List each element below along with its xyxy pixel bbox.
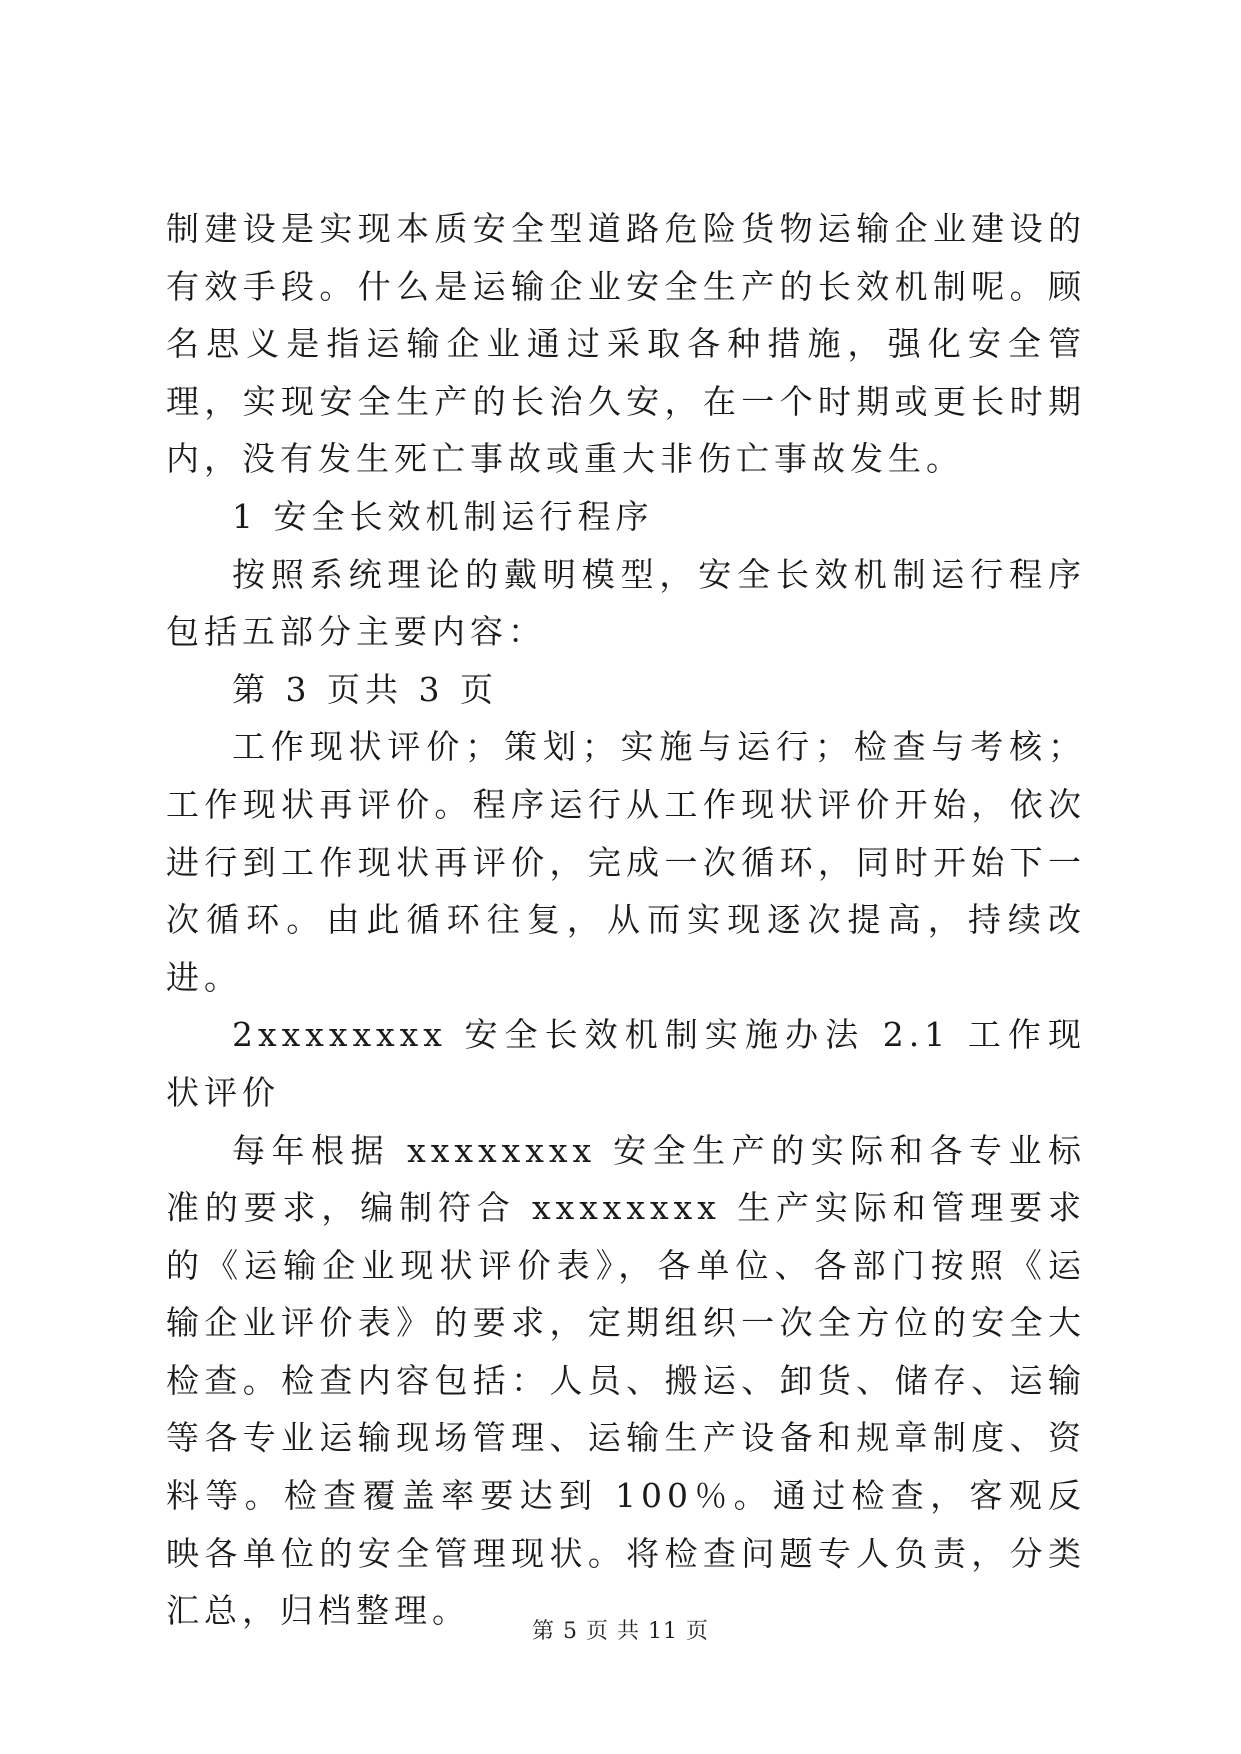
document-body [166,200,1086,1640]
page-footer: 第 5 页 共 11 页 [532,1619,709,1644]
paragraph-program-steps: 工作现状评价；策划；实施与运行；检查与考核；工作现状再评价。程序运行从工作现状评价开始，依次进行到工作现状再评价，完成一次循环，同时开始下一次循环。由此循环往复，从而实现逐次提高，持续改进。 [166,727,1086,997]
paragraph-continuation: 制建设是实现本质安全型道路危险货物运输企业建设的有效手段。什么是运输企业安全生产的长效机制呢。顾名思义是指运输企业通过采取各种措施，强化安全管理，实现安全生产的长治久安，在一个时期或更长时期内，没有发生死亡事故或重大非伤亡事故发生。 [166,209,1086,479]
embedded-page-note: 第 3 页共 3 页 [232,669,498,709]
section-heading-1: 1 安全长效机制运行程序 [232,496,654,536]
paragraph-deming-model: 按照系统理论的戴明模型，安全长效机制运行程序包括五部分主要内容： [166,554,1086,652]
paragraph-status-evaluation: 每年根据 xxxxxxxx 安全生产的实际和各专业标准的要求，编制符合 xxxxxxxx 生产实际和管理要求的《运输企业现状评价表》，各单位、各部门按照《运输企业评价表》的要求，定期组织一次全方位的安全大检查。检查内容包括：人员、搬运、卸货、储存、运输等各专业运输现场管理、运输生产设备和规章制度、资料等。检查覆盖率要达到 100％。通过检查，客观反映各单位的安全管理现状。将检查问题专人负责，分类汇总，归档整理。 [166,1130,1086,1631]
section-heading-2: 2xxxxxxxx 安全长效机制实施办法 2.1 工作现状评价 [166,1015,1086,1112]
